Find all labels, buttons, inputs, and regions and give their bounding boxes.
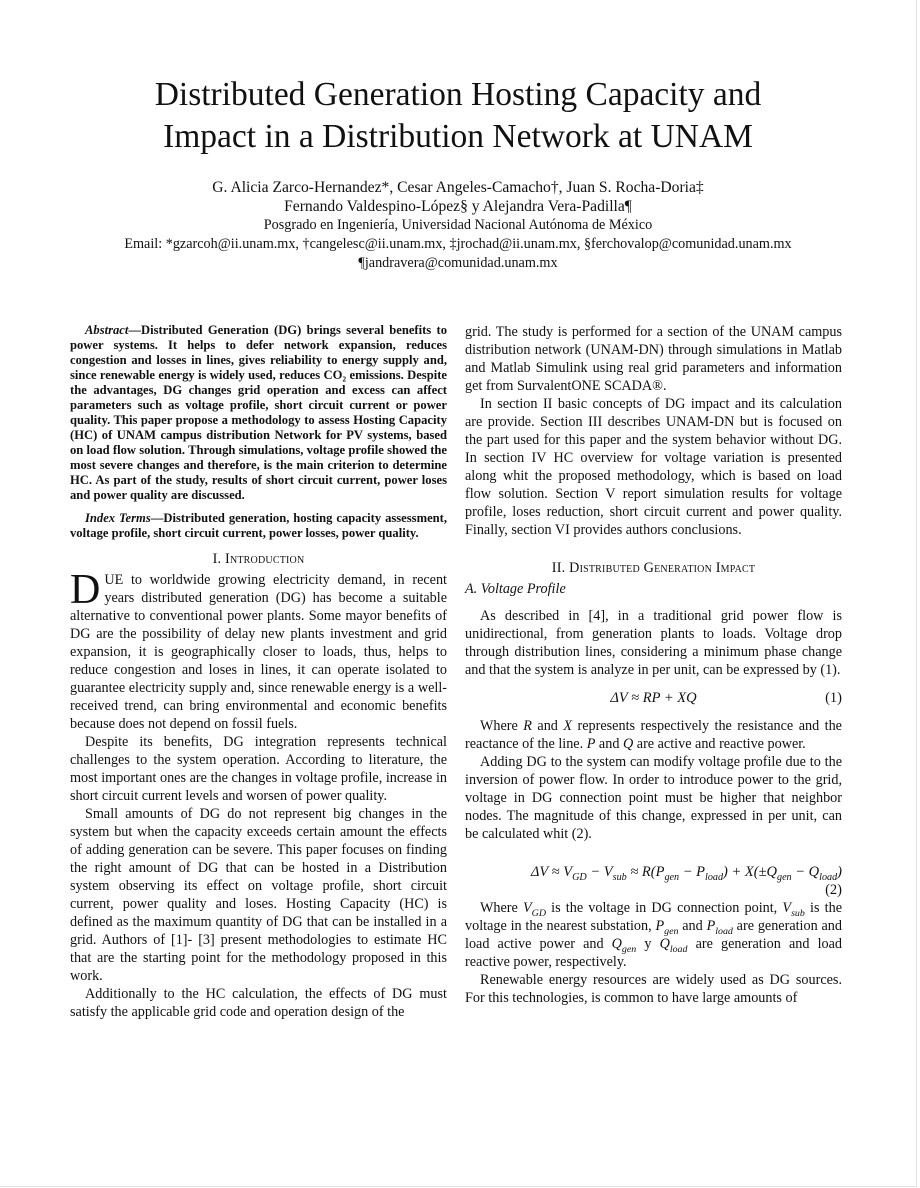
index-terms-label: Index Terms — [85, 511, 151, 525]
intro-paragraph-2: Despite its benefits, DG integration represents technical challenges to the system operation. According to literature, the most important ones are the changes in voltage profile, increase in short circuit current levels and worsen of power quality. — [70, 734, 447, 804]
equation-2 — [465, 863, 842, 899]
title-line-2: Impact in a Distribution Network at UNAM — [163, 118, 753, 155]
equation-2-body: $\Delta V \approx V_{GD} - V_{sub} \approx R(P_{gen} - P_{load}) + X(\pm Q_{gen} - Q_{load})$ — [530, 864, 842, 883]
intro-paragraph-3: Small amounts of DG do not represent big changes in the system but when the capacity exceeds certain amount the effects of adding generation can be severe. This paper focuses on finding the right amount of DG that can be hosted in a Distribution system observing its effect on voltage profile, short circuit current, power quality and loses. Hosting Capacity (HC) is defined as the maximum quantity of DG that can be installed in a grid. Authors of [1]- [3] present methodologies to estimate HC that are the starting point for the methodology proposed in this work. — [70, 806, 447, 984]
left-column — [70, 323, 447, 1021]
equation-1-body: ΔV ≈ RP + XQ — [610, 690, 697, 706]
intro-paragraph-4: Additionally to the HC calculation, the effects of DG must satisfy the applicable grid code and operation design of the — [70, 986, 447, 1020]
right-column — [465, 323, 842, 1007]
equation-1-number: (1) — [825, 690, 842, 706]
abstract-label: Abstract — [85, 323, 129, 337]
section-title: Introduction — [225, 551, 305, 567]
voltage-paragraph-3: Adding DG to the system can modify voltage profile due to the inversion of power flow. In order to introduce power to the grid, voltage in DG connection point must be higher that neighbor nodes. The magnitude of this change, expressed in per unit, can be calculated whit (2). — [465, 754, 842, 842]
voltage-paragraph-5: Renewable energy resources are widely used as DG sources. For this technologies, is common to have large amounts of — [465, 972, 842, 1006]
title-line-1: Distributed Generation Hosting Capacity and — [154, 76, 762, 113]
drop-cap: D — [70, 567, 101, 613]
authors-line-1: G. Alicia Zarco-Hernandez*, Cesar Angeles-Camacho†, Juan S. Rocha-Doria‡ — [212, 179, 704, 196]
email-line-2: ¶jandravera@comunidad.unam.mx — [358, 255, 558, 271]
authors-line-2: Fernando Valdespino-López§ y Alejandra Vera-Padilla¶ — [284, 198, 632, 215]
affiliation: Posgrado en Ingeniería, Universidad Nacional Autónoma de México — [263, 217, 653, 233]
abstract-text: —Distributed Generation (DG) brings several benefits to power systems. It helps to defer network expansion, reduces congestion and losses in lines, gives reliability to energy supply and, since renewable energy is widely used, reduces CO₂ emissions. Despite the advantages, DG changes grid operation and excess can affect parameters such as voltage profile, short circuit current or power quality. This paper propose a methodology to assess Hosting Capacity (HC) of UNAM campus distribution Network for PV systems, based on load flow solution. Through simulations, voltage profile showed the most severe changes and therefore, is the main criterion to determine HC. As part of the study, results of short circuit current, power loses and power quality are discussed. — [70, 323, 447, 502]
section-number: II. — [551, 560, 566, 576]
section-title: Distributed Generation Impact — [569, 560, 756, 576]
section-heading-dg-impact — [465, 559, 842, 577]
continued-paragraph: grid. The study is performed for a section of the UNAM campus distribution network (UNAM-DN) through simulations in Matlab and Matlab Simulink using real grid parameters and information get from SurvalentONE SCADA®. — [465, 324, 842, 394]
section-heading-introduction — [70, 550, 447, 568]
section-number: I. — [212, 551, 222, 567]
voltage-paragraph-4: Where $V_{GD}$ is the voltage in DG connection point, $V_{sub}$ is the voltage in the nearest substation, $P_{gen}$ and $P_{load}$ are generation and load active power and $Q_{gen}$ y $Q_{load}$ are generation and load reactive power, respectively. — [465, 900, 842, 970]
email-line-1: Email: *gzarcoh@ii.unam.mx, †cangelesc@ii.unam.mx, ‡jrochad@ii.unam.mx, §ferchovalop@comunidad.unam.mx — [124, 236, 792, 252]
intro-paragraph-1: DUE to worldwide growing electricity demand, in recent years distributed generation (DG) has become a suitable alternative to conventional power plants. Some mayor benefits of DG are the possibility of delay new plants investment and grid expansion, it is geographically closer to loads, thus, helps to reduce congestion and loses in lines, it can operate isolated to guarantee electricity supply and, since renewable energy is a well-received trend, can bring environmental and economic benefits because does not depend on fossil fuels. — [70, 567, 447, 732]
index-terms — [70, 511, 447, 541]
paper-title — [0, 74, 916, 158]
voltage-paragraph-1: As described in [4], in a traditional grid power flow is unidirectional, from generation plants to loads. Voltage drop through distribution lines, considering a minimum phase change and that the system is analyze in per unit, can be expressed by (1). — [465, 608, 842, 678]
overview-paragraph: In section II basic concepts of DG impact and its calculation are provide. Section III describes UNAM-DN but is focused on the part used for this paper and the system behavior without DG. In section IV HC overview for voltage variation is presented along whit the proposed methodology, which is based on load flow solution. Section V report simulation results for voltage profile, loses reduction, short circuit current and power quality. Finally, section VI provides authors conclusions. — [465, 396, 842, 538]
author-block — [0, 178, 916, 273]
voltage-paragraph-2: Where R and X represents respectively the resistance and the reactance of the line. P and Q are active and reactive power. — [465, 718, 842, 752]
index-terms-text: —Distributed generation, hosting capacity assessment, voltage profile, short circuit current, power losses, power quality. — [70, 511, 447, 540]
abstract — [70, 323, 447, 503]
equation-2-number: (2) — [825, 882, 842, 898]
equation-1 — [465, 689, 842, 707]
subsection-heading-voltage-profile: A. Voltage Profile — [465, 581, 566, 597]
